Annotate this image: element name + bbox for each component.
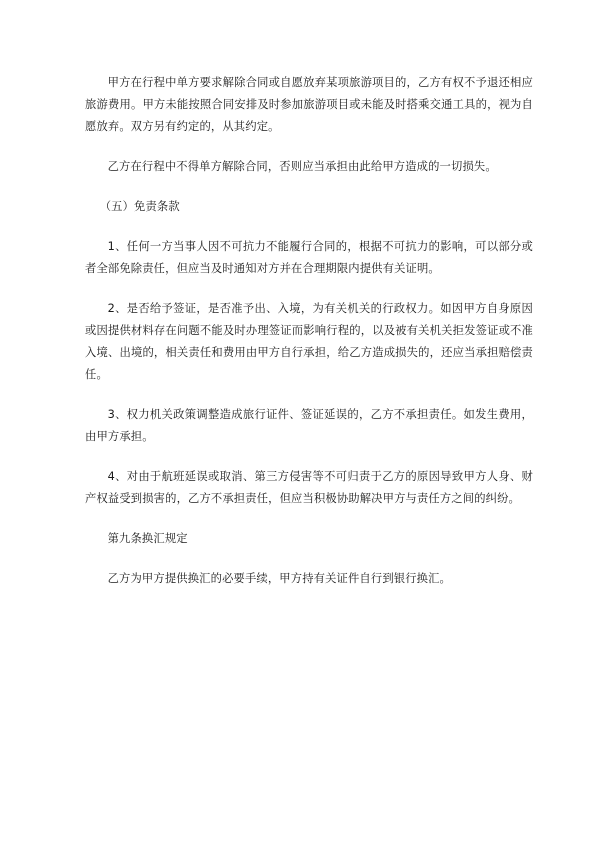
paragraph-visa-and-border: 2、是否给予签证，是否准予出、入境，为有关机关的行政权力。如因甲方自身原因或因提供材料存在问题不能及时办理签证而影响行程的，以及被有关机关拒发签证或不准入境、出境的，相关责任和费用由甲方自行承担，给乙方造成损失的，还应当承担赔偿责任。 xyxy=(85,302,533,381)
paragraph-force-majeure: 1、任何一方当事人因不可抗力不能履行合同的，根据不可抗力的影响，可以部分或者全部免除责任，但应当及时通知对方并在合理期限内提供有关证明。 xyxy=(85,240,533,275)
paragraph-policy-adjustment: 3、权力机关政策调整造成旅行证件、签证延误的，乙方不承担责任。如发生费用，由甲方承担。 xyxy=(85,408,533,443)
paragraph-unilateral-termination-by-party-a: 甲方在行程中单方要求解除合同或自愿放弃某项旅游项目的，乙方有权不予退还相应旅游费用。甲方未能按照合同安排及时参加旅游项目或未能及时搭乘交通工具的，视为自愿放弃。双方另有约定的，从其约定。 xyxy=(85,76,533,133)
document-body xyxy=(85,72,533,590)
section-heading-article-nine-currency-exchange: 第九条换汇规定 xyxy=(107,532,188,545)
paragraph-flight-delay-third-party: 4、对由于航班延误或取消、第三方侵害等不可归责于乙方的原因导致甲方人身、财产权益受到损害的，乙方不承担责任，但应当积极协助解决甲方与责任方之间的纠纷。 xyxy=(85,470,533,505)
section-heading-exemption-clause: （五）免责条款 xyxy=(99,200,180,213)
paragraph-currency-exchange-procedure: 乙方为甲方提供换汇的必要手续，甲方持有关证件自行到银行换汇。 xyxy=(107,572,452,585)
paragraph-party-b-no-unilateral-termination: 乙方在行程中不得单方解除合同，否则应当承担由此给甲方造成的一切损失。 xyxy=(107,160,497,173)
